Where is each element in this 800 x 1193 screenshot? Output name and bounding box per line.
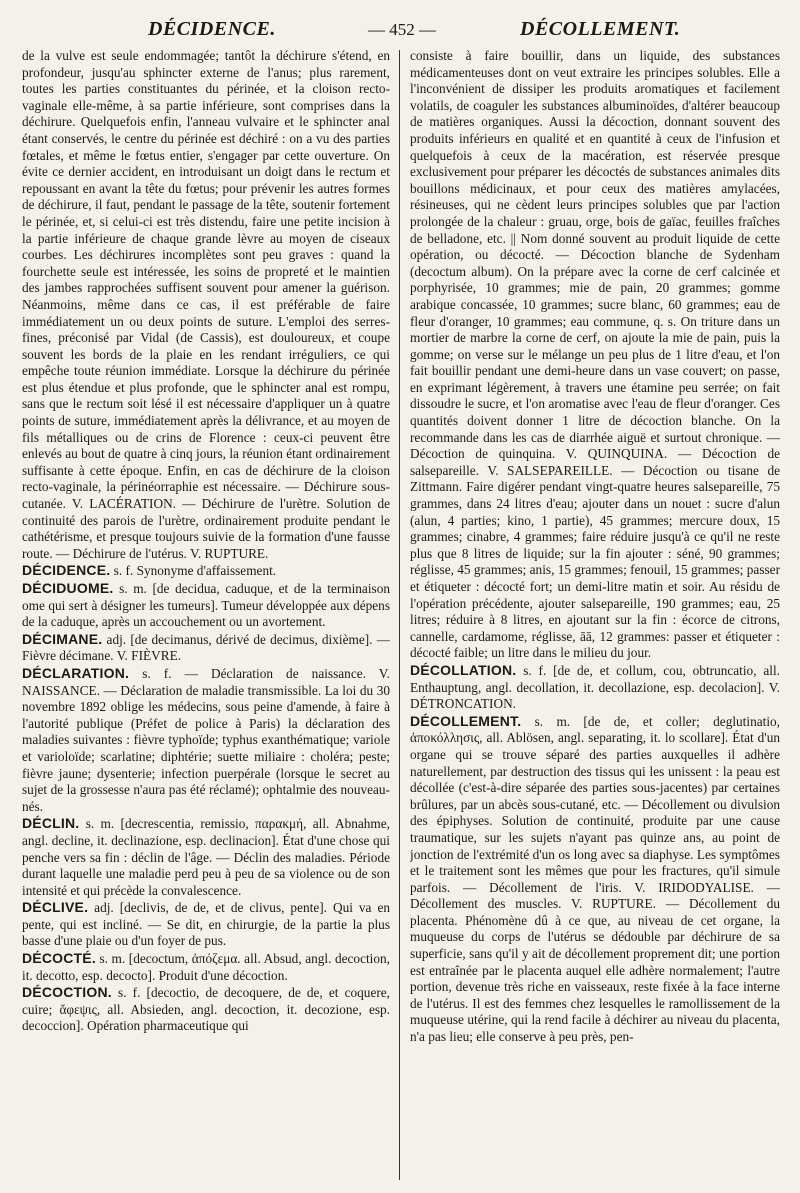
dictionary-entry <box>22 984 390 1035</box>
header-right-headword: DÉCOLLEMENT. <box>520 18 681 40</box>
running-header <box>0 18 800 48</box>
dictionary-entry <box>410 713 780 1046</box>
entry-headword: DÉCOCTÉ. <box>22 950 96 967</box>
entry-definition: s. f. — Déclaration de naissance. V. NAISSANCE. — Déclaration de maladie transmissible. La loi du 30 novembre 1892 oblige les médecins, sous peine d'amende, à faire à l'autorité publique (Préfet de police à Paris) la déclaration des maladies suivantes : fièvre typhoïde; typhus exanthématique; variole et varioloïde; scarlatine; diphtérie; suette miliaire : choléra; peste; fièvre jaune; dysenterie; infection puerpérale (lorsque le secret au sujet de la grossesse n'aura pas été réclamé); ophtalmie des nouveau-nés. <box>22 665 390 814</box>
continued-paragraph: consiste à faire bouillir, dans un liquide, des substances médicamenteuses dont on veut extraire les principes solubles. Elle a l'inconvénient de dissiper les produits aromatiques et facilement volatils, de coaguler les substances albuminoïdes, d'altérer beaucoup de matières organiques. Aussi la décoction, donnant souvent des produits inférieurs en qualité et en quantité à ceux de l'infusion et quelquefois à ceux de la macération, est réservée presque exclusivement pour préparer les décoctés de substances animales dits bouillons médicinaux, et pour ceux des matières amylacées, résineuses, qui ne cèdent leurs principes solubles que par l'action prolongée de la chaleur : gruau, orge, bois de gaïac, feuilles fraîches de belladone, etc. || Nom donné souvent au produit liquide de cette opération, ou décocté. — Décoction blanche de Sydenham (decoctum album). On la prépare avec la corne de cerf calcinée et porphyrisée, 10 grammes; mie de pain, 20 grammes; gomme arabique concassée, 10 grammes; sucre blanc, 60 grammes; eau de fleur d'oranger, 10 grammes; eau commune, q. s. On triture dans un mortier de marbre la corne de cerf, on ajoute la mie de pain, puis la gomme; on verse sur le mélange un peu plus de 1 litre d'eau, et l'on fait bouillir pendant une demi-heure dans un vase couvert; on passe, en exprimant légèrement, à travers une étamine peu serrée; on fait dissoudre le sucre, et l'on aromatise avec l'eau de fleur d'oranger. Ces quantités doivent donner 1 litre de décoction blanche. On la recommande dans les cas de diarrhée aiguë et surtout chronique. — Décoction de quinquina. V. QUINQUINA. — Décoction de salsepareille. V. SALSEPAREILLE. — Décoction ou tisane de Zittmann. Faire digérer pendant vingt-quatre heures salsepareille, 75 grammes, dans 24 litres d'eau; ajouter dans un nouet : sucre d'alun (alun, 4 parties; kino, 1 partie), 45 grammes; mercure doux, 15 grammes; cinabre, 4 grammes; faire réduire jusqu'à ce qu'il ne reste plus que 8 litres de liquide; sur la fin ajouter : séné, 90 grammes; réglisse, 45 grammes; anis, 15 grammes; fenouil, 15 grammes; passer et étiqueter : décocté fort; un demi-litre matin et soir. Au résidu de l'opération précédente, ajouter salsepareille, 190 grammes; eau, 25 litres; réduire à 8 litres, en ajoutant sur la fin : écorce de citrons, cannelle, cardamome, réglisse, āā, 12 grammes: passer et étiqueter : décocté faible; un litre dans le milieu du jour. <box>410 48 780 661</box>
dictionary-entry <box>22 562 390 580</box>
entry-headword: DÉCOLLATION. <box>410 661 517 678</box>
dictionary-entry <box>22 580 390 631</box>
dictionary-entry <box>22 815 390 899</box>
dictionary-entry <box>22 665 390 815</box>
entry-definition: s. f. Synonyme d'affaissement. <box>110 563 277 579</box>
continued-paragraph: de la vulve est seule endommagée; tantôt la déchirure s'étend, en profondeur, jusqu'au sphincter externe de l'anus; plus rarement, toutes les parties constituantes du périnée, et la cloison recto-vaginale elle-même, à sa partie inférieure, sont comprises dans la déchirure. Quelquefois enfin, l'anneau vulvaire et le sphincter anal étant conservés, le centre du périnée est déchiré : on a vu des parties fœtales, et même le fœtus entier, s'engager par cette ouverture. On évite ce dernier accident, en introduisant un doigt dans le rectum et repoussant en avant la tête du fœtus; pour prévenir les autres formes de déchirure, il faut, pendant le passage de la tête, soutenir fortement le périnée, et, si celui-ci est très distendu, faire une petite incision à la partie inférieure de chaque grande lèvre au moyen de ciseaux courbes. Les déchirures incomplètes sont peu graves : quand la fourchette seule est intéressée, les soins de propreté et le maintien des jambes rapprochées suffisent souvent pour amener la guérison. Néanmoins, même dans ce cas, il est préférable de faire immédiatement un ou deux points de suture. L'emploi des serres-fines, préconisé par Vidal (de Cassis), est douloureux, et coupe souvent les bords de la plaie en les rendant irréguliers, ce qui empêche toute réunion immédiate. Lorsque la déchirure du périnée est plus étendue et plus profonde, que le sphincter anal est rompu, sans que le rectum soit lésé il est nécessaire d'appliquer un à quatre points de suture, immédiatement après la délivrance, et au moyen de fils métalliques ou de crins de Florence : ceux-ci peuvent être enlevés au bout de quatre à cinq jours, la réunion étant ordinairement suffisante à cette époque. Enfin, en cas de déchirure de la cloison recto-vaginale, la périnéorraphie est nécessaire. — Déchirure sous-cutanée. V. LACÉRATION. — Déchirure de l'urètre. Solution de continuité des parois de l'urètre, ordinairement produite pendant le cathétérisme, et presque toujours suivie de la formation d'une fausse route. — Déchirure de l'utérus. V. RUPTURE. <box>22 48 390 561</box>
right-column <box>410 48 780 1186</box>
entry-headword: DÉCIDUOME. <box>22 580 114 596</box>
entry-definition: s. m. [decoctum, ἀπόζεμα. all. Absud, angl. decoction, it. decotto, esp. decocto]. Produit d'une décoction. <box>22 951 390 983</box>
entry-headword: DÉCLIVE. <box>22 899 89 916</box>
dictionary-entry <box>22 631 390 665</box>
entry-definition: s. m. [decrescentia, remissio, παρακμή, all. Abnahme, angl. decline, it. declinazione, esp. declinacion]. État d'une chose qui penche vers sa fin : déclin de l'âge. — Déclin des maladies. Période durant laquelle une maladie perd peu à peu de sa violence ou de son intensité et qui précède la convalescence. <box>22 816 390 898</box>
entry-definition: s. m. [de de, et coller; deglutinatio, ἀποκόλλησις, all. Ablösen, angl. separating, it. lo scollare]. État d'un organe qui se trouve séparé des parties auxquelles il adhère naturellement, par destruction des tissus qui les unissent : la peau est décollée (c'est-à-dire séparée des parties sous-jacentes) par certaines brûlures, par un abcès sous-cutané, etc. — Décollement ou divulsion des épiphyses. Solution de continuité, produite par une cause traumatique, sur les sujets n'ayant pas quinze ans, au point de jonction de l'extrémité d'un os long avec sa diaphyse. Les symptômes et le traitement sont les mêmes que pour les fractures, qu'il simule parfois. — Décollement de l'iris. V. IRIDODYALISE. — Décollement des muscles. V. RUPTURE. — Décollement du placenta. Phénomène dû à ce que, au niveau de cet organe, la muqueuse du corps de l'utérus se dédouble par déchirure de sa superficie, sans qu'il y ait de décollement proprement dit; une portion est entraînée par le placenta auquel elle adhère normalement; l'autre portion, devenue très riche en vaisseaux, reste fixée à la face interne de l'utérus. Il est des femmes chez lesquelles le ramollissement de la muqueuse utérine, qui la rend facile à déchirer au niveau du placenta, n'a pas lieu; elle conserve à peu près, pen- <box>410 713 780 1045</box>
page-number: — 452 — <box>368 20 436 39</box>
entry-headword: DÉCLARATION. <box>22 664 130 681</box>
entry-headword: DÉCOLLEMENT. <box>410 712 522 729</box>
entry-definition: adj. [de decimanus, dérivé de decimus, dixième]. — Fièvre décimane. V. FIÈVRE. <box>22 631 390 664</box>
header-left-headword: DÉCIDENCE. <box>148 18 276 40</box>
dictionary-entry <box>410 662 780 713</box>
entry-headword: DÉCIMANE. <box>22 630 103 647</box>
dictionary-entry <box>22 899 390 950</box>
entry-headword: DÉCIDENCE. <box>22 562 111 579</box>
dictionary-entry <box>22 950 390 984</box>
entry-definition: s. m. [de decidua, caduque, et de la terminaison ome qui sert à désigner les tumeurs]. Tumeur développée aux dépens de la caduque, après un accouchement ou un avortement. <box>22 581 390 630</box>
text-columns <box>0 48 800 1188</box>
entry-headword: DÉCLIN. <box>22 815 80 832</box>
entry-definition: s. f. [de de, et collum, cou, obtruncatio, all. Enthauptung, angl. decollation, it. decollazione, esp. decolacion]. V. DÉTRONCATION. <box>410 662 780 712</box>
left-column <box>22 48 390 1186</box>
entry-headword: DÉCOCTION. <box>22 984 112 1001</box>
entry-definition: s. f. [decoctio, de decoquere, de de, et coquere, cuire; ἄφεψις, all. Absieden, angl. decoction, it. decozione, esp. decoccion]. Opération pharmaceutique qui <box>22 985 390 1034</box>
entry-definition: adj. [declivis, de de, et de clivus, pente]. Qui va en pente, qui est incliné. — Se dit, en chirurgie, de la partie la plus basse d'une plaie ou d'un foyer de pus. <box>22 900 390 949</box>
